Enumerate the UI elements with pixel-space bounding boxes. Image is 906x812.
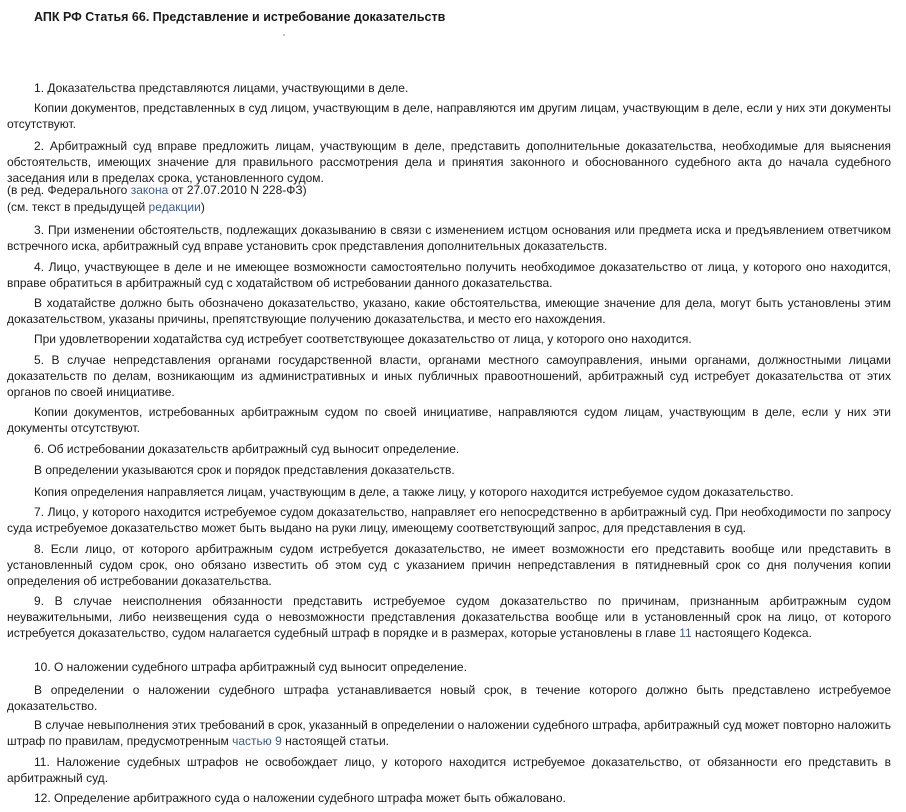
paragraph-11: 11. Наложение судебных штрафов не освобождает лицо, у которого находится истребуемое доказательство, от обязанности его представить в арбитражный суд. [7,755,891,785]
article-title: АПК РФ Статья 66. Представление и истребование доказательств [34,10,446,24]
law-link[interactable]: закона [130,183,169,197]
part-9-link[interactable]: частью 9 [232,734,282,748]
edition-note-text: (в ред. Федерального [7,183,131,197]
repeat-fine-text: В случае невыполнения этих требований в срок, указанный в определении о наложении судебного штрафа, арбитражный суд может повторно наложить штраф по правилам, предусмотренным [7,718,891,748]
separator-dot [283,34,285,36]
chapter-11-link[interactable]: 11 [679,626,692,640]
repeat-fine-tail: настоящей статьи. [281,734,389,748]
paragraph-10: 10. О наложении судебного штрафа арбитражный суд выносит определение. [34,660,467,674]
previous-edition-close: ) [200,200,205,214]
paragraph-1: 1. Доказательства представляются лицами, участвующими в деле. [34,81,409,95]
previous-edition-note [7,199,891,215]
paragraph-6: 6. Об истребовании доказательств арбитражный суд выносит определение. [34,442,460,456]
paragraph-4-satisfaction: При удовлетворении ходатайства суд истребует соответствующее доказательство от лица, у которого оно находится. [34,332,692,346]
paragraph-9-text: 9. В случае неисполнения обязанности представить истребуемое судом доказательство по причинам, признанным арбитражным судом неуважительными, либо неизвещения суда о невозможности представления доказательства вообще или в установленный срок на лицо, от которого истребуется доказательство, судом налагается судебный штраф в порядке и в размерах, которые установлены в главе [7,594,891,640]
paragraph-6-terms: В определении указываются срок и порядок представления доказательств. [34,463,455,477]
paragraph-9-tail: настоящего Кодекса. [691,626,812,640]
paragraph-12: 12. Определение арбитражного суда о наложении судебного штрафа может быть обжаловано. [34,791,566,805]
paragraph-6-copy: Копия определения направляется лицам, участвующим в деле, а также лицу, у которого находится истребуемое судом доказательство. [34,485,794,499]
previous-edition-link[interactable]: редакции [148,200,201,214]
paragraph-2: 2. Арбитражный суд вправе предложить лицам, участвующим в деле, представить дополнительные доказательства, необходимые для выяснения обстоятельств, имеющих значение для правильного рассмотрения дела и принятия законного и обоснованного судебного акта до начала судебного заседания или в пределах срока, установленного судом. [7,139,891,185]
paragraph-1-copies: Копии документов, представленных в суд лицом, участвующим в деле, направляются им другим лицам, участвующим в деле, если у них эти документы отсутствуют. [7,101,891,131]
paragraph-4-petition: В ходатайстве должно быть обозначено доказательство, указано, какие обстоятельства, имеющие значение для дела, могут быть установлены этим доказательством, указаны причины, препятствующие получению доказательства, и место его нахождения. [7,296,891,326]
paragraph-5-copies: Копии документов, истребованных арбитражным судом по своей инициативе, направляются судом лицам, участвующим в деле, если у них эти документы отсутствуют. [7,405,891,435]
edition-note [7,182,891,198]
paragraph-4: 4. Лицо, участвующее в деле и не имеющее возможности самостоятельно получить необходимое доказательство от лица, у которого оно находится, вправе обратиться в арбитражный суд с ходатайством об истребовании данного доказательства. [7,260,891,290]
previous-edition-text: (см. текст в предыдущей [7,200,149,214]
paragraph-8: 8. Если лицо, от которого арбитражным судом истребуется доказательство, не имеет возможности его представить вообще или представить в установленный судом срок, оно обязано известить об этом суд с указанием причин непредставления в пятидневный срок со дня получения копии определения об истребовании доказательства. [7,542,891,588]
paragraph-10-repeat-fine [7,717,891,749]
paragraph-3: 3. При изменении обстоятельств, подлежащих доказыванию в связи с изменением истцом основания или предмета иска и предъявлением ответчиком встречного иска, арбитражный суд вправе установить срок представления дополнительных доказательств. [7,223,891,253]
paragraph-10-new-term: В определении о наложении судебного штрафа устанавливается новый срок, в течение которого должно быть представлено истребуемое доказательство. [7,683,891,713]
paragraph-9 [7,593,891,641]
paragraph-7: 7. Лицо, у которого находится истребуемое судом доказательство, направляет его непосредственно в арбитражный суд. При необходимости по запросу суда истребуемое доказательство может быть выдано на руки лицу, имеющему соответствующий запрос, для представления в суд. [7,505,891,535]
paragraph-5: 5. В случае непредставления органами государственной власти, органами местного самоуправления, иными органами, должностными лицами доказательств по делам, возникающим из административных и иных публичных правоотношений, арбитражный суд истребует доказательства от этих органов по своей инициативе. [7,353,891,399]
edition-note-date: от 27.07.2010 N 228-ФЗ) [168,183,307,197]
